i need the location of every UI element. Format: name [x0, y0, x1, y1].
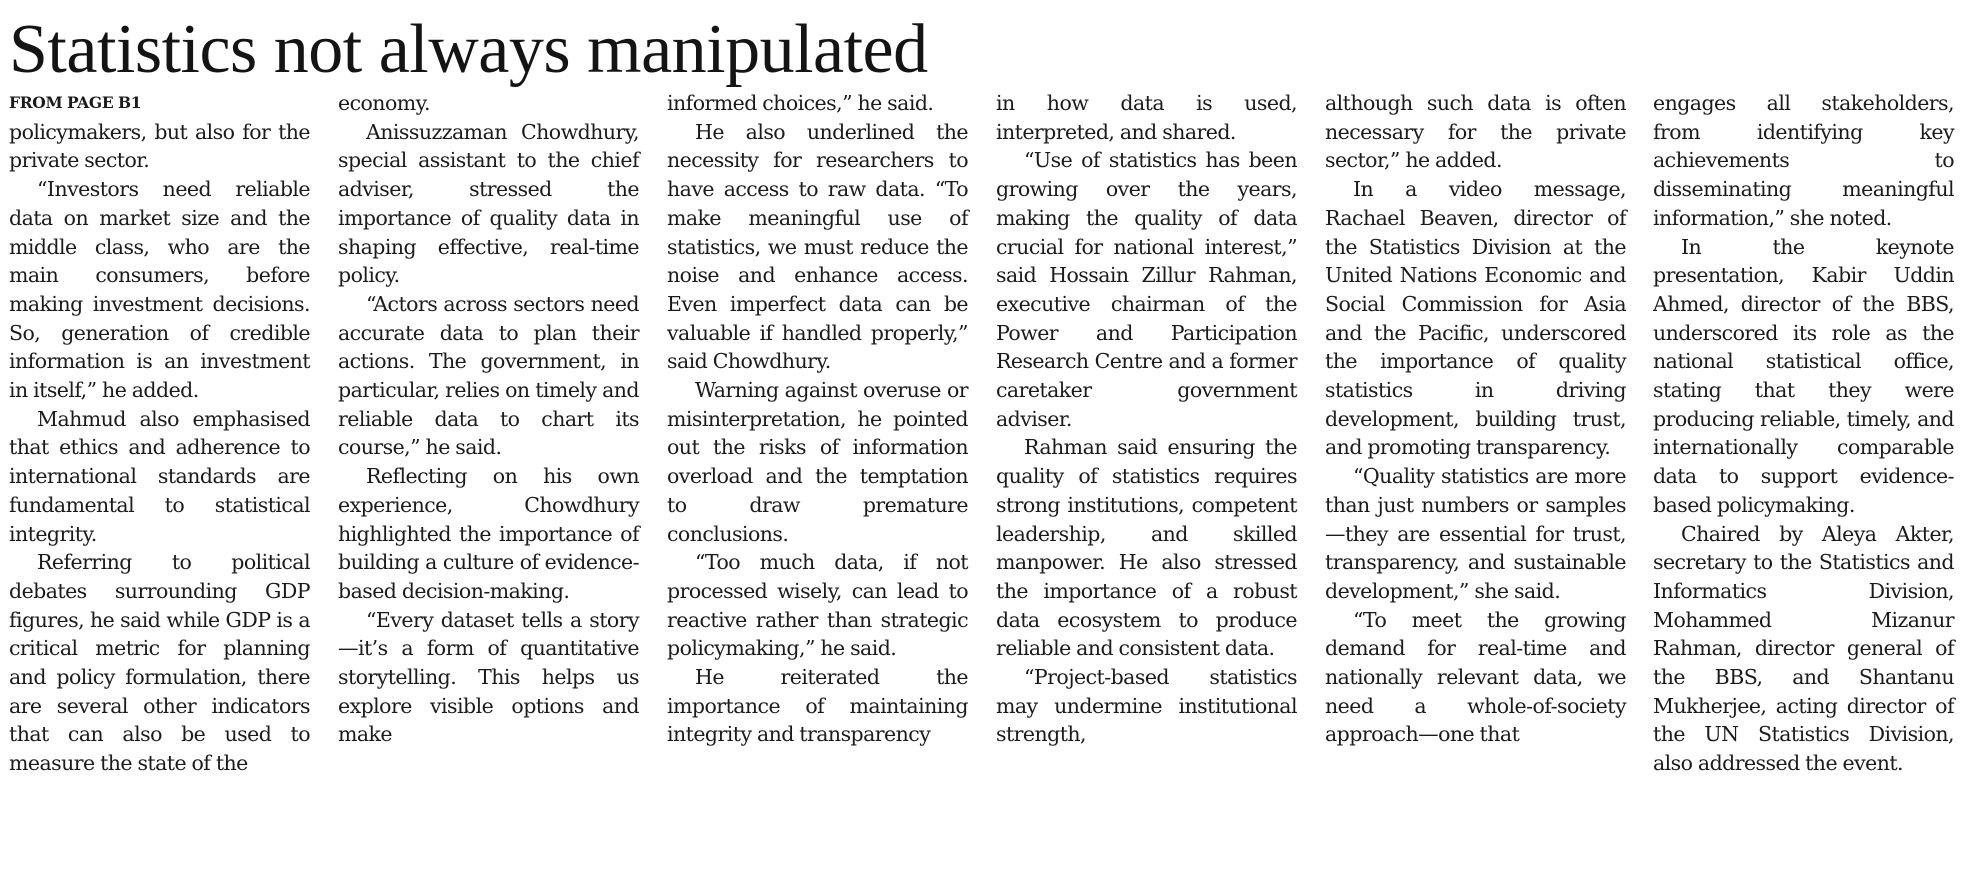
paragraph: Warning against overuse or misinterpretation, he pointed out the risks of information overload and the temptation to draw premature conclusions.	[667, 378, 968, 546]
paragraph: policymakers, but also for the private sector.	[9, 119, 310, 173]
article-column-2	[338, 89, 639, 749]
headline: Statistics not always manipulated	[9, 11, 928, 88]
article-column-4	[996, 89, 1297, 749]
paragraph: “Investors need reliable data on market size and the middle class, who are the main consumers, before making investment decisions. So, generation of credible information is an investment in itself,” he added.	[9, 177, 310, 403]
paragraph: informed choices,” he said.	[667, 91, 934, 115]
paragraph: Reflecting on his own experience, Chowdhury highlighted the importance of building a culture of evidence-based decision-making.	[338, 464, 639, 603]
paragraph: “Actors across sectors need accurate data to plan their actions. The government, in particular, relies on timely and reliable data to chart its course,” he said.	[338, 291, 639, 460]
paragraph: In a video message, Rachael Beaven, director of the Statistics Division at the United Nations Economic and Social Commission for Asia and the Pacific, underscored the importance of quality statistics in driving development, building trust, and promoting transparency.	[1325, 177, 1626, 460]
paragraph: Mahmud also emphasised that ethics and adherence to international standards are fundamental to statistical integrity.	[9, 406, 310, 546]
paragraph: “To meet the growing demand for real-time and nationally relevant data, we need a whole-of-society approach—one that	[1325, 607, 1626, 747]
article-column-6	[1653, 89, 1954, 778]
paragraph: Rahman said ensuring the quality of statistics requires strong institutions, competent leadership, and skilled manpower. He also stressed the importance of a robust data ecosystem to produce reliable and consistent data.	[996, 435, 1297, 661]
paragraph: He also underlined the necessity for researchers to have access to raw data. “To make meaningful use of statistics, we must reduce the noise and enhance access. Even imperfect data can be valuable if handled properly,” said Chowdhury.	[667, 119, 968, 374]
paragraph: in how data is used, interpreted, and shared.	[996, 91, 1297, 144]
paragraph: Anissuzzaman Chowdhury, special assistant to the chief adviser, stressed the importance of quality data in shaping effective, real-time policy.	[338, 119, 639, 288]
paragraph: Chaired by Aleya Akter, secretary to the Statistics and Informatics Division, Mohammed Mizanur Rahman, director general of the BBS, and Shantanu Mukherjee, acting director of the UN Statistics Division, also addressed the event.	[1653, 521, 1954, 776]
article-column-3	[667, 89, 968, 749]
paragraph: In the keynote presentation, Kabir Uddin Ahmed, director of the BBS, underscored its role as the national statistical office, stating that they were producing reliable, timely, and internationally comparable data to support evidence-based policymaking.	[1653, 234, 1954, 517]
paragraph: although such data is often necessary for the private sector,” he added.	[1325, 91, 1626, 173]
article-column-1	[9, 89, 310, 778]
paragraph: He reiterated the importance of maintaining integrity and transparency	[667, 665, 968, 747]
paragraph: “Too much data, if not processed wisely, can lead to reactive rather than strategic policymaking,” he said.	[667, 550, 968, 661]
paragraph: “Quality statistics are more than just numbers or samples—they are essential for trust, transparency, and sustainable development,” she said.	[1325, 464, 1626, 603]
paragraph: Referring to political debates surrounding GDP figures, he said while GDP is a critical metric for planning and policy formulation, there are several other indicators that can also be used to measure the state of the	[9, 550, 310, 776]
paragraph: “Project-based statistics may undermine institutional strength,	[996, 665, 1297, 747]
paragraph: economy.	[338, 91, 430, 115]
paragraph: engages all stakeholders, from identifying key achievements to disseminating meaningful information,” she noted.	[1653, 91, 1954, 230]
paragraph: “Every dataset tells a story—it’s a form of quantitative storytelling. This helps us explore visible options and make	[338, 607, 639, 747]
dateline: FROM PAGE B1	[9, 93, 142, 112]
paragraph: “Use of statistics has been growing over the years, making the quality of data crucial for national interest,” said Hossain Zillur Rahman, executive chairman of the Power and Participation Research Centre and a former caretaker government adviser.	[996, 148, 1297, 431]
article-column-5	[1325, 89, 1626, 749]
